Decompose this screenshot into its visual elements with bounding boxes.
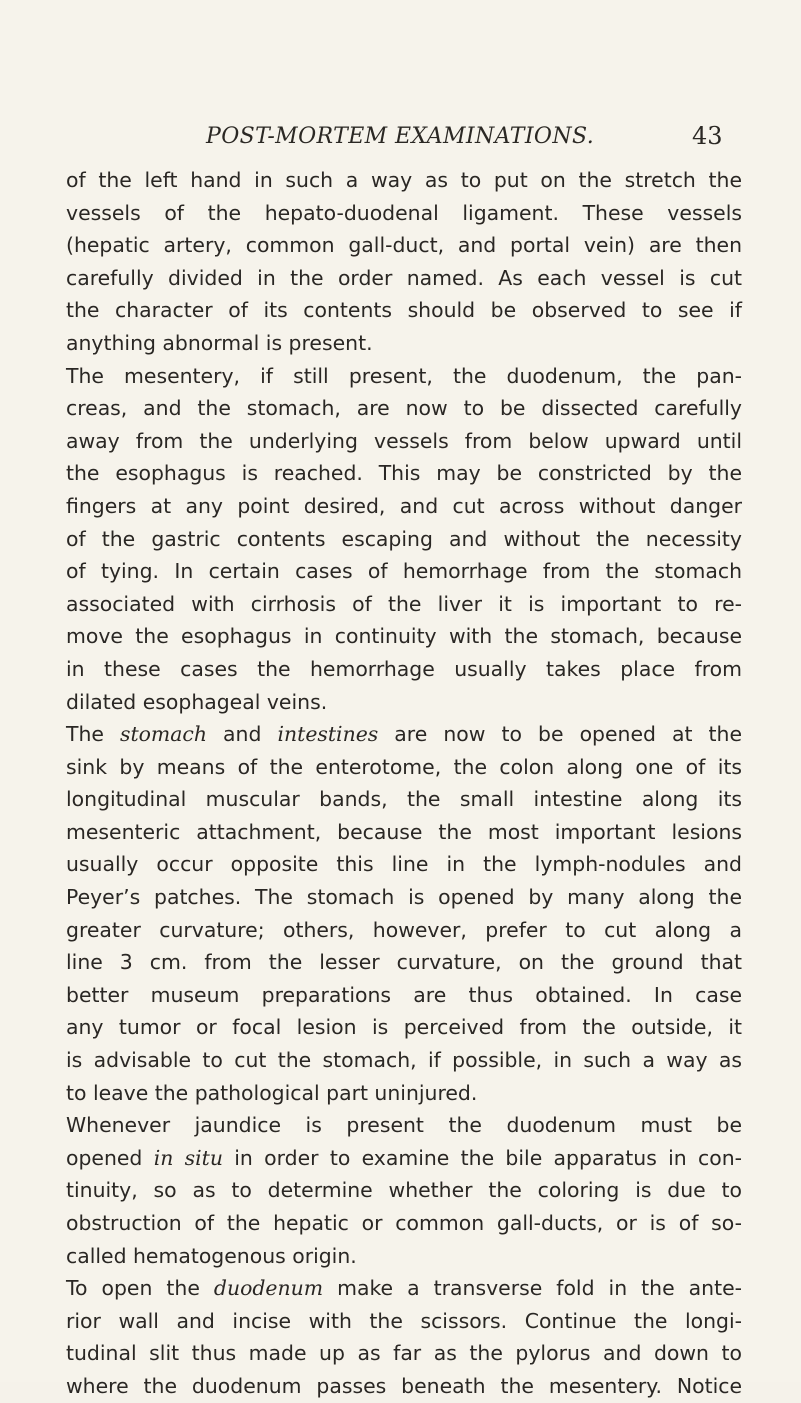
text-line: greater curvature; others, however, prefer to cut along a — [66, 917, 742, 942]
text-line: longitudinal muscular bands, the small intestine along its — [66, 787, 742, 812]
text-line — [66, 718, 742, 751]
page-number: 43 — [692, 122, 723, 150]
text-run: opened — [66, 1145, 154, 1170]
text-line: mesenteric attachment, because the most important lesions — [66, 819, 742, 844]
running-title: POST-MORTEM EXAMINATIONS. — [206, 124, 595, 149]
text-line: to leave the pathological part uninjured. — [66, 1080, 478, 1105]
text-line: rior wall and incise with the scissors. Continue the longi- — [66, 1308, 742, 1333]
text-line: fingers at any point desired, and cut across without danger — [66, 493, 742, 518]
text-run: The — [66, 722, 120, 747]
text-line: associated with cirrhosis of the liver it is important to re- — [66, 591, 742, 616]
text-line: sink by means of the enterotome, the colon along one of its — [66, 754, 742, 779]
text-run: are now to be opened at the — [378, 722, 743, 747]
text-run: make a transverse fold in the ante- — [323, 1276, 742, 1301]
text-line: of the left hand in such a way as to put on the stretch the — [66, 168, 742, 192]
text-line: of tying. In certain cases of hemorrhage from the stomach — [66, 559, 742, 584]
body-text — [66, 164, 742, 1403]
text-line: anything abnormal is present. — [66, 330, 373, 355]
text-line: move the esophagus in continuity with the stomach, because — [66, 624, 742, 649]
text-line: where the duodenum passes beneath the mesentery. Notice — [66, 1373, 742, 1398]
running-head — [0, 118, 801, 158]
text-line: in these cases the hemorrhage usually takes place from — [66, 656, 742, 681]
italic-term-intestines: intestines — [277, 722, 379, 747]
text-run: in order to examine the bile apparatus in con- — [222, 1145, 743, 1170]
text-line: dilated esophageal veins. — [66, 689, 328, 714]
text-line: better museum preparations are thus obtained. In case — [66, 982, 742, 1007]
text-line: the character of its contents should be observed to see if — [66, 298, 742, 323]
text-line: line 3 cm. from the lesser curvature, on the ground that — [66, 950, 742, 975]
text-line: of the gastric contents escaping and without the necessity — [66, 526, 742, 551]
text-line: the esophagus is reached. This may be constricted by the — [66, 461, 742, 486]
text-line: Whenever jaundice is present the duodenum must be — [66, 1113, 742, 1138]
text-line: tinuity, so as to determine whether the coloring is due to — [66, 1178, 742, 1203]
text-line: called hematogenous origin. — [66, 1243, 357, 1268]
text-line: usually occur opposite this line in the lymph-nodules and — [66, 852, 742, 877]
text-line: vessels of the hepato-duodenal ligament. These vessels — [66, 200, 742, 225]
text-line: any tumor or focal lesion is perceived from the outside, it — [66, 1015, 742, 1040]
italic-term-duodenum: duodenum — [213, 1276, 324, 1301]
text-run: and — [206, 722, 278, 747]
text-line: obstruction of the hepatic or common gall-ducts, or is of so- — [66, 1211, 742, 1235]
text-line: creas, and the stomach, are now to be dissected carefully — [66, 396, 742, 421]
text-line: Peyer’s patches. The stomach is opened by many along the — [66, 885, 742, 910]
text-line: away from the underlying vessels from below upward until — [66, 428, 742, 453]
text-line: is advisable to cut the stomach, if possible, in such a way as — [66, 1048, 742, 1073]
italic-term-in-situ: in situ — [153, 1145, 223, 1170]
text-run: To open the — [66, 1276, 214, 1301]
text-line — [66, 1142, 742, 1175]
text-line: The mesentery, if still present, the duodenum, the pan- — [66, 363, 742, 388]
italic-term-stomach: stomach — [120, 722, 207, 747]
text-line: (hepatic artery, common gall-duct, and portal vein) are then — [66, 233, 742, 258]
text-line: tudinal slit thus made up as far as the pylorus and down to — [66, 1341, 742, 1366]
text-line — [66, 1272, 742, 1305]
text-line: carefully divided in the order named. As each vessel is cut — [66, 265, 742, 290]
